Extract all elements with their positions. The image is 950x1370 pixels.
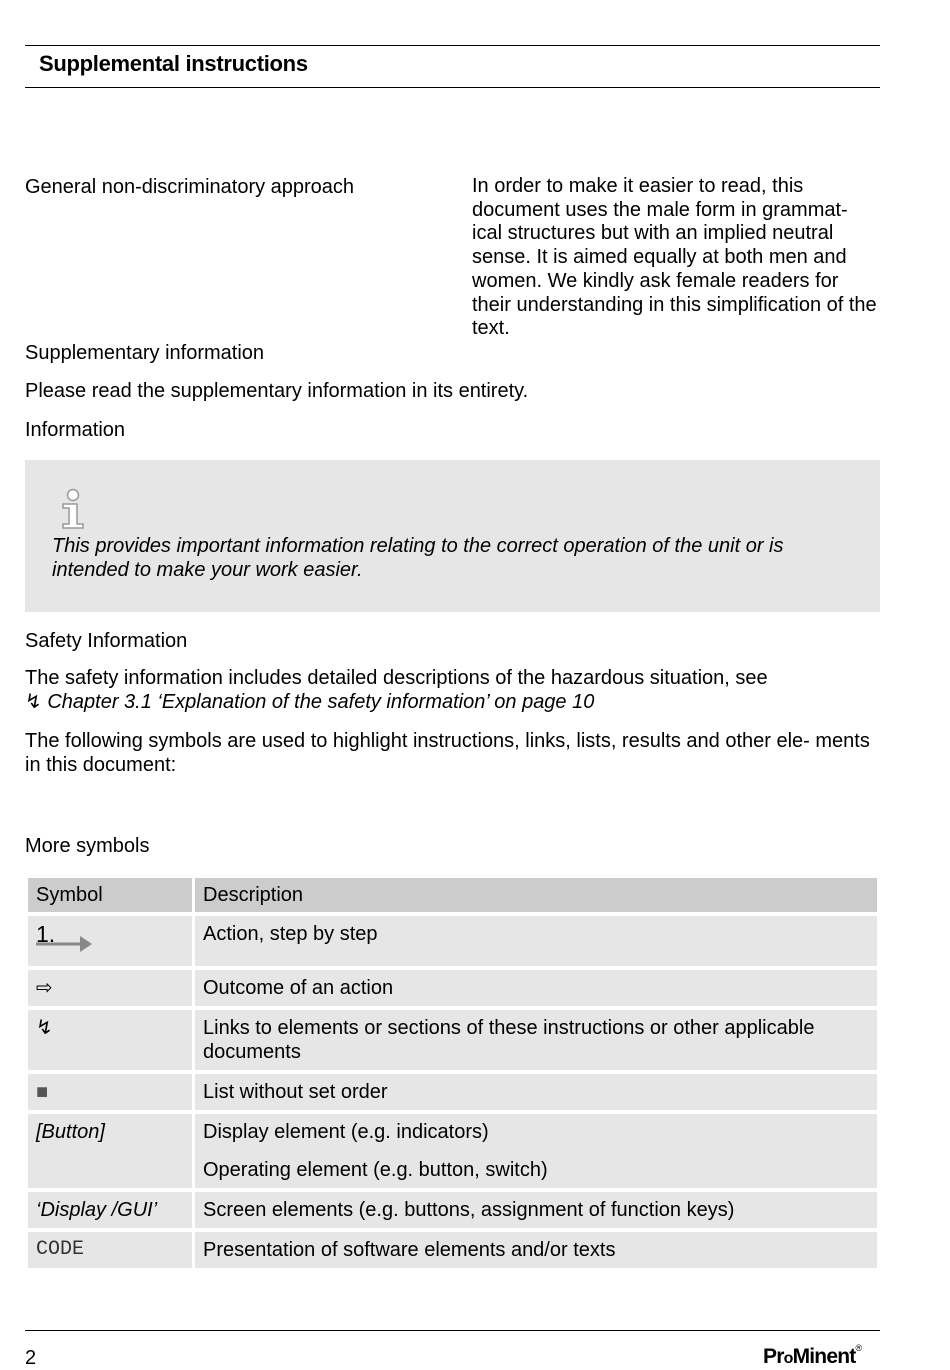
supplementary-text: Please read the supplementary information in its entirety. <box>25 380 529 402</box>
display-gui-symbol-cell: ‘Display /GUI’ <box>28 1192 192 1228</box>
information-heading: Information <box>25 419 126 441</box>
prominent-logo: ProMinent® <box>763 1343 862 1368</box>
safety-chapter-link[interactable]: Chapter 3.1 ‘Explanation of the safety information’ on page 10 <box>47 691 595 713</box>
link-arrow-icon: ↯ <box>25 691 42 713</box>
description-cell <box>195 1114 877 1188</box>
info-icon <box>59 488 87 535</box>
description-cell: Action, step by step <box>195 916 877 966</box>
page-number: 2 <box>25 1347 37 1369</box>
supplementary-heading: Supplementary information <box>25 342 265 364</box>
safety-text: The safety information includes detailed descriptions of the hazardous situation, see <box>25 667 768 689</box>
general-approach-text: In order to make it easier to read, this document uses the male form in grammat- ical structures but with an implied neutral sense. It is aimed equally at both men and women. We kindly ask female readers for their understanding in this simplification of the text. <box>472 175 877 340</box>
more-symbols-heading: More symbols <box>25 835 150 857</box>
description-cell: Outcome of an action <box>195 970 877 1006</box>
safety-heading: Safety Information <box>25 630 188 652</box>
code-symbol-cell: CODE <box>28 1232 192 1268</box>
footer-rule <box>25 1330 880 1331</box>
header-bottom-rule <box>25 87 880 88</box>
table-row <box>28 1192 877 1228</box>
description-cell: Presentation of software elements and/or texts <box>195 1232 877 1268</box>
header-top-rule <box>25 45 880 46</box>
table-header-description: Description <box>195 878 877 912</box>
info-box-text: This provides important information relating to the correct operation of the unit or is intended to make your work easier. <box>52 535 784 581</box>
step-number-icon: 1. <box>36 922 96 952</box>
table-row <box>28 970 877 1006</box>
outcome-arrow-icon: ⇨ <box>28 970 192 1006</box>
safety-text-block <box>25 666 880 714</box>
display-element-text: Display element (e.g. indicators) <box>203 1121 489 1143</box>
symbols-table <box>25 874 880 1272</box>
table-row <box>28 1114 877 1188</box>
table-header-symbol: Symbol <box>28 878 192 912</box>
info-box <box>25 460 880 612</box>
list-square-icon: ■ <box>28 1074 192 1110</box>
description-cell: Links to elements or sections of these instructions or other applicable documents <box>195 1010 877 1070</box>
table-row <box>28 1232 877 1268</box>
table-row <box>28 916 877 966</box>
link-symbol-icon: ↯ <box>28 1010 192 1070</box>
operating-element-text: Operating element (e.g. button, switch) <box>203 1159 548 1181</box>
table-row <box>28 1074 877 1110</box>
general-approach-heading: General non-discriminatory approach <box>25 176 355 198</box>
table-header-row <box>28 878 877 912</box>
step-symbol-cell <box>28 916 192 966</box>
button-symbol-cell: [Button] <box>28 1114 192 1188</box>
table-row <box>28 1010 877 1070</box>
description-cell: List without set order <box>195 1074 877 1110</box>
page-header-title: Supplemental instructions <box>39 51 308 76</box>
symbols-intro-text: The following symbols are used to highlight instructions, links, lists, results and other ele- ments in this document: <box>25 730 870 776</box>
description-cell: Screen elements (e.g. buttons, assignment of function keys) <box>195 1192 877 1228</box>
